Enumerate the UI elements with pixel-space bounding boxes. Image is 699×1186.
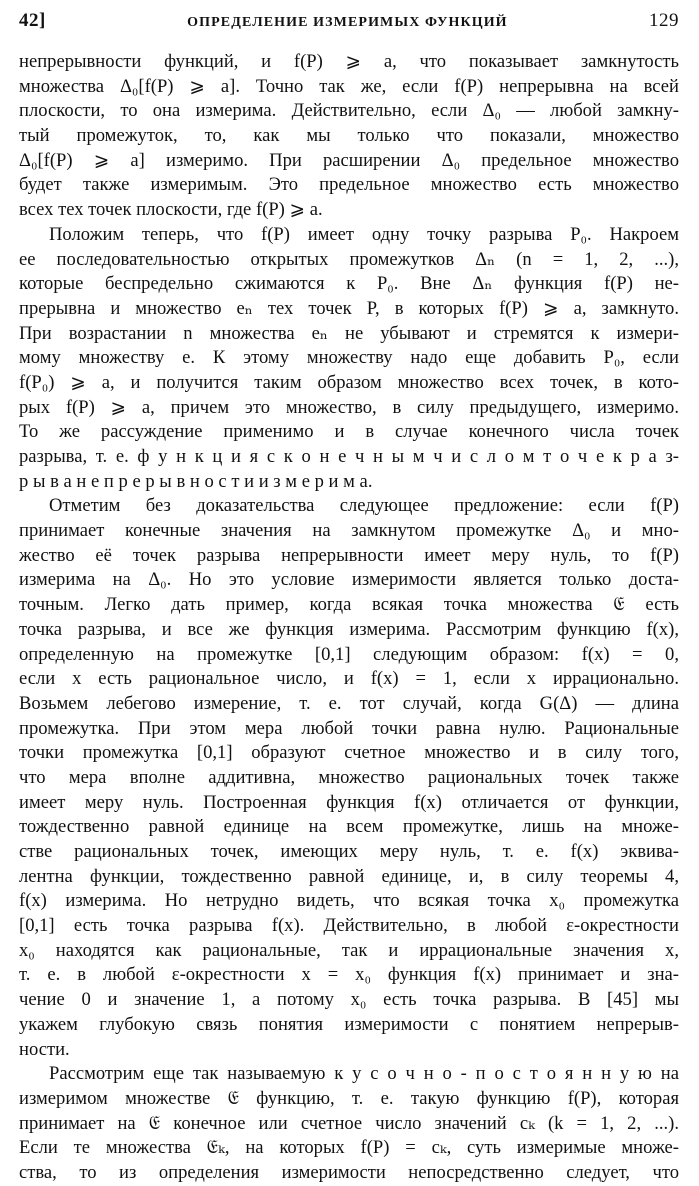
text-line: То же рассуждение применимо и в случае конечного числа точек (19, 421, 679, 443)
body-text (19, 50, 679, 1186)
text-line: т. е. в любой ε-окрестности x = x₀ функция f(x) принимает и зна- (19, 964, 679, 986)
text-line: f(P₀) ⩾ a, и получится таким образом множество всех точек, в кото- (19, 371, 679, 393)
text-line: плоскости, то она измерима. Действительно, если Δ₀ — любой замкну- (19, 100, 679, 122)
text-line: Положим теперь, что f(P) имеет одну точку разрыва P₀. Накроем (49, 223, 679, 245)
text-line: определенную на промежутке [0,1] следующим образом: f(x) = 0, (19, 643, 679, 665)
text-line: точным. Легко дать пример, когда всякая точка множества 𝔈 есть (19, 594, 679, 616)
text-line: Рассмотрим еще так называемую к у с о ч н о - п о с т о я н н у ю на (49, 1063, 679, 1085)
text-line: разрыва, т. е. ф у н к ц и я с к о н е ч н ы м ч и с л о м т о ч е к р а з- (19, 446, 679, 467)
text-line: измерима на Δ₀. Но это условие измеримости является только доста- (19, 569, 679, 591)
text-line: промежутка. При этом мера любой точки равна нулю. Рациональные (19, 717, 679, 739)
text-line: рых f(P) ⩾ a, причем это множество, в силу предыдущего, измеримо. (19, 396, 679, 418)
text-line: р ы в а н е п р е р ы в н о с т и и з м е р и м а. (19, 470, 373, 492)
text-line: всех тех точек плоскости, где f(P) ⩾ a. (19, 199, 323, 221)
text-line: укажем глубокую связь понятия измеримости с понятием непрерыв- (19, 1013, 679, 1035)
text-line: чение 0 и значение 1, а потому x₀ есть точка разрыва. В [45] мы (19, 989, 679, 1011)
text-line: мому множеству e. К этому множеству надо еще добавить P₀, если (19, 347, 679, 369)
text-line: Возьмем лебегово измерение, т. е. тот случай, когда G(Δ) — длина (19, 692, 679, 714)
text-line: принимает на 𝔈 конечное или счетное число значений cₖ (k = 1, 2, ...). (19, 1112, 679, 1134)
text-line: имеет меру нуль. Построенная функция f(x) отличается от функции, (19, 791, 679, 813)
text-line: ности. (19, 1038, 70, 1060)
running-header (19, 10, 679, 50)
text-line: точки промежутка [0,1] образуют счетное множество и в силу того, (19, 742, 679, 764)
text-line: При возрастании n множества eₙ не убывают и стремятся к измери- (19, 322, 679, 344)
text-line: Отметим без доказательства следующее предложение: если f(P) (49, 495, 679, 517)
text-line: будет также измеримым. Это предельное множество есть множество (19, 174, 679, 196)
text-line: множества Δ₀[f(P) ⩾ a]. Точно так же, если f(P) непрерывна на всей (19, 75, 679, 97)
text-line: f(x) измерима. Но нетрудно видеть, что всякая точка x₀ промежутка (19, 890, 679, 912)
text-line: жество её точек разрыва непрерывности имеет меру нуль, то f(P) (19, 544, 679, 566)
text-line: x₀ находятся как рациональные, так и иррациональные значения x, (19, 939, 679, 961)
text-line: прерывна и множество eₙ тех точек P, в которых f(P) ⩾ a, замкнуто. (19, 297, 679, 319)
text-line: Если те множества 𝔈ₖ, на которых f(P) = cₖ, суть измеримые множе- (19, 1137, 679, 1159)
paragraph (19, 50, 679, 223)
text-line: Δ₀[f(P) ⩾ a] измеримо. При расширении Δ₀ предельное множество (19, 149, 679, 171)
text-line: измеримом множестве 𝔈 функцию, т. е. такую функцию f(P), которая (19, 1087, 679, 1109)
text-line: ее последовательностью открытых промежутков Δₙ (n = 1, 2, ...), (19, 248, 679, 270)
text-line: непрерывности функций, и f(P) ⩾ a, что показывает замкнутость (19, 51, 679, 72)
page-number: 129 (648, 10, 679, 31)
text-line: [0,1] есть точка разрыва f(x). Действительно, в любой ε-окрестности (19, 915, 679, 937)
text-line: которые беспредельно сжимаются к P₀. Вне Δₙ функция f(P) не- (19, 273, 679, 295)
text-line: тый промежуток, то, как мы только что показали, множество (19, 125, 679, 147)
text-line: ства, то из определения измеримости непосредственно следует, что (19, 1161, 679, 1183)
section-number: 42] (19, 10, 46, 31)
text-line: принимает конечные значения на замкнутом промежутке Δ₀ и мно- (19, 520, 679, 542)
text-line: лентна функции, тождественно равной единице, и, в силу теоремы 4, (19, 865, 679, 887)
paragraph (19, 494, 679, 1062)
text-line: если x есть рациональное число, и f(x) = 1, если x иррационально. (19, 668, 679, 690)
paragraph (19, 223, 679, 495)
running-title: ОПРЕДЕЛЕНИЕ ИЗМЕРИМЫХ ФУНКЦИЙ (187, 15, 508, 30)
text-line: тождественно равной единице на всем промежутке, лишь на множе- (19, 816, 679, 838)
text-line: что мера вполне аддитивна, множество рациональных точек также (19, 766, 679, 788)
paragraph (19, 1062, 679, 1185)
text-line: стве рациональных точек, имеющих меру нуль, т. е. f(x) эквива- (19, 841, 679, 862)
text-line: точка разрыва, и все же функция измерима. Рассмотрим функцию f(x), (19, 618, 679, 640)
